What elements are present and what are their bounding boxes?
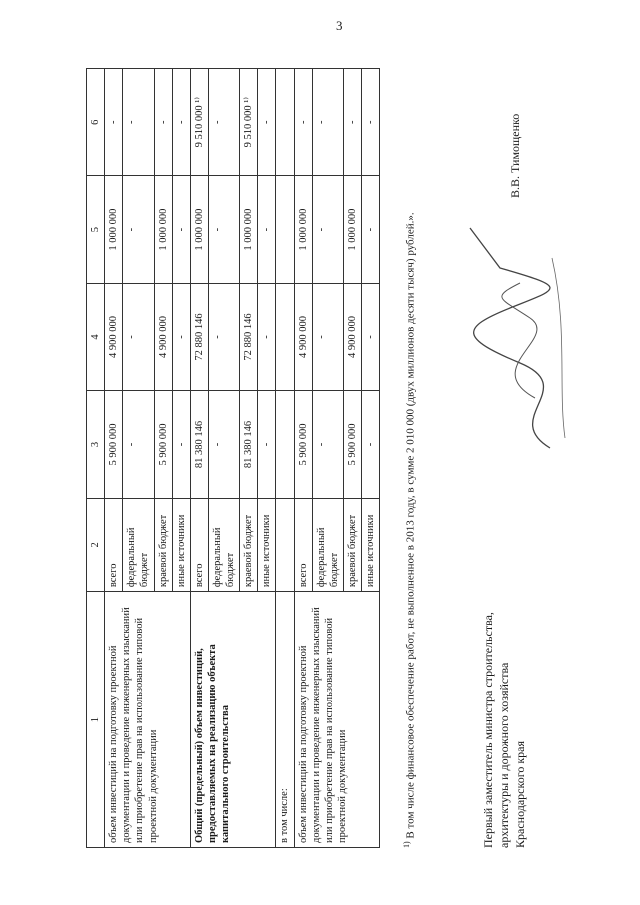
value-cell: - xyxy=(123,391,154,498)
value-cell: 5 900 000 xyxy=(105,391,123,498)
value-cell: 5 900 000 xyxy=(343,391,361,498)
table-row xyxy=(276,69,294,848)
footnote xyxy=(402,68,419,848)
signatory-name: В.В. Тимощенко xyxy=(508,113,522,198)
value-cell: - xyxy=(105,69,123,176)
source-cell: всего xyxy=(190,498,208,592)
empty-cell xyxy=(276,283,294,390)
value-cell: - xyxy=(154,69,172,176)
source-cell: иные источники xyxy=(258,498,276,592)
value-cell: - xyxy=(172,69,190,176)
table-row xyxy=(105,69,123,848)
value-cell: - xyxy=(343,69,361,176)
value-cell: 4 900 000 xyxy=(343,283,361,390)
value-cell: - xyxy=(362,283,380,390)
table-header-row xyxy=(87,69,105,848)
source-cell: федеральный бюджет xyxy=(312,498,343,592)
source-cell: краевой бюджет xyxy=(343,498,361,592)
value-cell: - xyxy=(362,69,380,176)
source-cell: иные источники xyxy=(362,498,380,592)
value-cell: 72 880 146 xyxy=(190,283,208,390)
source-cell: всего xyxy=(294,498,312,592)
value-cell: - xyxy=(123,176,154,283)
table-header-cell: 3 xyxy=(87,391,105,498)
value-cell: 81 380 146 xyxy=(240,391,258,498)
value-cell: - xyxy=(362,176,380,283)
value-cell: - xyxy=(312,69,343,176)
group-label: Общий (предельный) объем инвестиций, предоставляемых на реализацию объекта капитального строительства xyxy=(190,592,276,848)
source-cell: краевой бюджет xyxy=(154,498,172,592)
value-cell: 5 900 000 xyxy=(294,391,312,498)
table-header-cell: 5 xyxy=(87,176,105,283)
value-cell: - xyxy=(258,176,276,283)
value-cell: - xyxy=(258,69,276,176)
value-cell: 4 900 000 xyxy=(105,283,123,390)
empty-cell xyxy=(276,69,294,176)
signatory-position xyxy=(480,612,529,848)
source-cell: федеральный бюджет xyxy=(123,498,154,592)
value-cell: 1 000 000 xyxy=(105,176,123,283)
value-cell: 4 900 000 xyxy=(294,283,312,390)
value-cell: - xyxy=(208,391,239,498)
footnote-text: В том числе финансовое обеспечение работ, не выполненное в 2013 году, в сумме 2 010 000 (двух миллионов десяти тысяч) рублей.». xyxy=(404,212,417,839)
handwritten-signature xyxy=(440,218,590,458)
value-cell: - xyxy=(294,69,312,176)
empty-cell xyxy=(276,498,294,592)
signatory-position-line: Краснодарского края xyxy=(513,740,528,848)
signatory-position-line: Первый заместитель министра строительства, xyxy=(481,612,495,848)
footnote-marker: 1) xyxy=(402,841,411,848)
value-cell: 81 380 146 xyxy=(190,391,208,498)
value-cell: - xyxy=(172,176,190,283)
value-cell: 1 000 000 xyxy=(343,176,361,283)
table-row xyxy=(190,69,208,848)
value-cell: 5 900 000 xyxy=(154,391,172,498)
value-cell: 1 000 000 xyxy=(294,176,312,283)
page-number: 3 xyxy=(336,18,343,33)
value-cell: - xyxy=(312,176,343,283)
empty-cell xyxy=(276,176,294,283)
group-label: объем инвестиций на подготовку проектной документации и проведение инженерных изысканий или приобретение прав на использование типовой проектной документации xyxy=(105,592,191,848)
table-header-cell: 2 xyxy=(87,498,105,592)
group-label: объем инвестиций на подготовку проектной документации и проведение инженерных изысканий или приобретение прав на использование типовой проектной документации xyxy=(294,592,380,848)
table-header-cell: 6 xyxy=(87,69,105,176)
value-cell: 1 000 000 xyxy=(190,176,208,283)
source-cell: краевой бюджет xyxy=(240,498,258,592)
value-cell: - xyxy=(312,283,343,390)
rotated-page-content xyxy=(80,28,640,878)
value-cell: - xyxy=(258,283,276,390)
value-cell: 9 510 000 ¹⁾ xyxy=(240,69,258,176)
signatory-position-line: архитектуры и дорожного хозяйства xyxy=(497,662,512,848)
table-row xyxy=(294,69,312,848)
value-cell: 9 510 000 ¹⁾ xyxy=(190,69,208,176)
value-cell: 4 900 000 xyxy=(154,283,172,390)
value-cell: - xyxy=(123,283,154,390)
source-cell: всего xyxy=(105,498,123,592)
value-cell: - xyxy=(362,391,380,498)
group-label: в том числе: xyxy=(276,592,294,848)
value-cell: 1 000 000 xyxy=(154,176,172,283)
value-cell: - xyxy=(208,176,239,283)
source-cell: федеральный бюджет xyxy=(208,498,239,592)
value-cell: - xyxy=(208,69,239,176)
table-header-cell: 1 xyxy=(87,592,105,848)
value-cell: - xyxy=(172,283,190,390)
value-cell: 1 000 000 xyxy=(240,176,258,283)
value-cell: - xyxy=(123,69,154,176)
value-cell: - xyxy=(258,391,276,498)
table-header-cell: 4 xyxy=(87,283,105,390)
value-cell: - xyxy=(172,391,190,498)
empty-cell xyxy=(276,391,294,498)
source-cell: иные источники xyxy=(172,498,190,592)
investment-table xyxy=(86,68,380,848)
value-cell: 72 880 146 xyxy=(240,283,258,390)
value-cell: - xyxy=(208,283,239,390)
value-cell: - xyxy=(312,391,343,498)
